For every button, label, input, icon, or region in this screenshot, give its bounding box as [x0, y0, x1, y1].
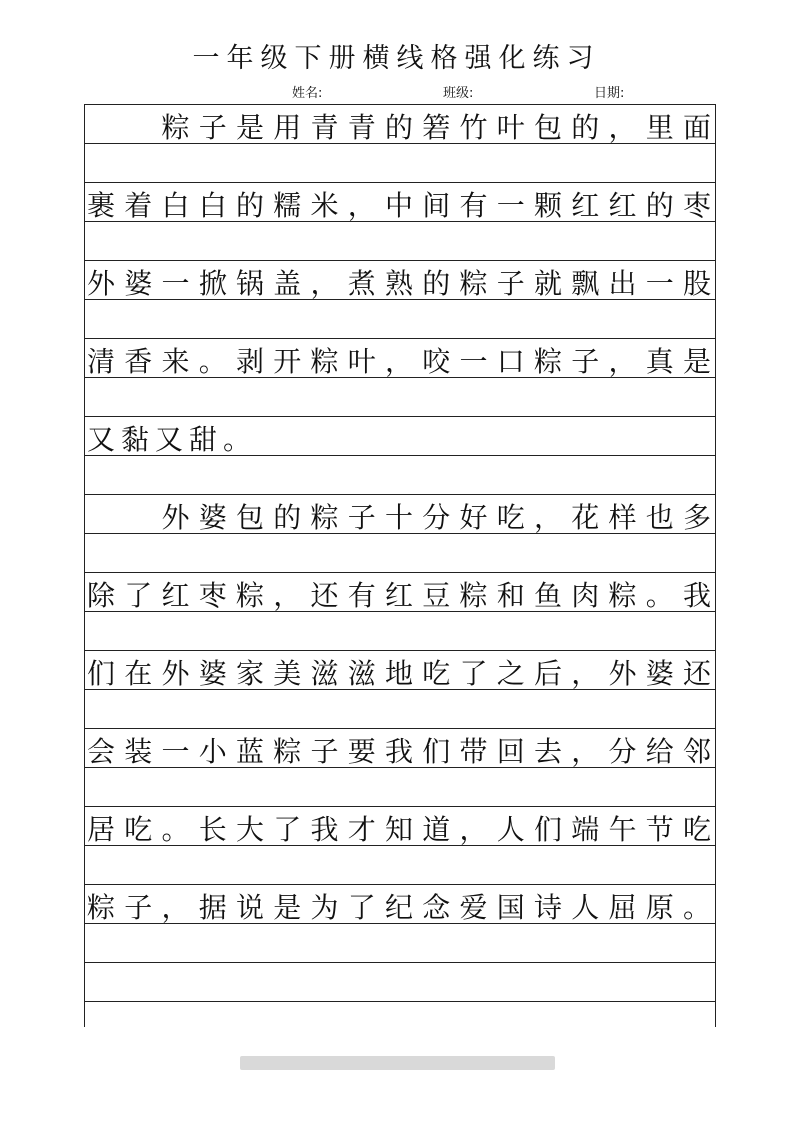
character: 蓝 [235, 735, 264, 768]
character: 。 [222, 423, 251, 456]
rule-line [84, 416, 716, 417]
character: 又 [154, 423, 183, 456]
character: 去 [533, 735, 562, 768]
character: 面 [682, 111, 711, 144]
character: 一 [161, 735, 190, 768]
character: 白 [161, 189, 190, 222]
character: 装 [124, 735, 153, 768]
character: 吃 [422, 657, 451, 690]
character: 知 [384, 813, 413, 846]
character: ， [571, 735, 600, 768]
character: 还 [310, 579, 339, 612]
rule-line [84, 494, 716, 495]
rule-line [84, 104, 716, 105]
character: 的 [273, 501, 302, 534]
character: 是 [273, 891, 302, 924]
character: 外 [608, 657, 637, 690]
character: 白 [198, 189, 227, 222]
character: 了 [273, 813, 302, 846]
character: 给 [645, 735, 674, 768]
character: 粽 [161, 111, 190, 144]
character: 是 [682, 345, 711, 378]
character: 飘 [571, 267, 600, 300]
character: ， [347, 189, 376, 222]
character: 。 [161, 813, 190, 846]
character: 居 [86, 813, 115, 846]
character: 开 [273, 345, 302, 378]
character: ， [608, 111, 637, 144]
text-row [84, 496, 714, 536]
character: 念 [422, 891, 451, 924]
character: 国 [496, 891, 525, 924]
character: 要 [347, 735, 376, 768]
character: 地 [384, 657, 413, 690]
character: 有 [347, 579, 376, 612]
character: 叶 [347, 345, 376, 378]
character: 是 [235, 111, 264, 144]
character: 邻 [682, 735, 711, 768]
text-row [84, 574, 714, 614]
character: 婆 [198, 501, 227, 534]
character: 节 [645, 813, 674, 846]
character: 外 [161, 657, 190, 690]
rule-line [84, 650, 716, 651]
character: 吃 [124, 813, 153, 846]
character: ， [533, 501, 562, 534]
text-row [84, 886, 714, 926]
character: 我 [384, 735, 413, 768]
character: 样 [608, 501, 637, 534]
character: 原 [645, 891, 674, 924]
character: 真 [645, 345, 674, 378]
character: 股 [682, 267, 711, 300]
rule-line [84, 962, 716, 963]
character: 红 [608, 189, 637, 222]
character: 中 [384, 189, 413, 222]
character: 裹 [86, 189, 115, 222]
character: 的 [422, 267, 451, 300]
character: 肉 [571, 579, 600, 612]
character: 包 [533, 111, 562, 144]
text-row [84, 652, 714, 692]
character: ， [608, 345, 637, 378]
class-label: 班级: [443, 86, 474, 101]
character: 青 [310, 111, 339, 144]
character: 外 [86, 267, 115, 300]
character: 的 [645, 189, 674, 222]
character: 包 [235, 501, 264, 534]
rule-line [84, 728, 716, 729]
character: 锅 [235, 267, 264, 300]
character: 的 [384, 111, 413, 144]
character: 里 [645, 111, 674, 144]
rule-line [84, 572, 716, 573]
character: 豆 [422, 579, 451, 612]
character: 黏 [120, 423, 149, 456]
character: 青 [347, 111, 376, 144]
character: 粽 [273, 735, 302, 768]
character: 我 [682, 579, 711, 612]
character: ， [310, 267, 339, 300]
character: 屈 [608, 891, 637, 924]
character: 才 [347, 813, 376, 846]
rule-line [84, 806, 716, 807]
character: 滋 [310, 657, 339, 690]
character: 一 [161, 267, 190, 300]
character: 也 [645, 501, 674, 534]
character: 米 [310, 189, 339, 222]
character: 掀 [198, 267, 227, 300]
character: 子 [124, 891, 153, 924]
text-row [84, 340, 714, 380]
rule-line [84, 1001, 716, 1002]
character: 后 [533, 657, 562, 690]
character: 。 [198, 345, 227, 378]
watermark-bar [240, 1056, 555, 1070]
character: 红 [161, 579, 190, 612]
rule-line [84, 260, 716, 261]
character: 间 [422, 189, 451, 222]
character: 红 [384, 579, 413, 612]
character: 长 [198, 813, 227, 846]
character: 为 [310, 891, 339, 924]
character: 道 [422, 813, 451, 846]
character: 香 [124, 345, 153, 378]
character: 子 [496, 267, 525, 300]
character: 们 [86, 657, 115, 690]
character: 婆 [645, 657, 674, 690]
character: 的 [235, 189, 264, 222]
character: 吃 [682, 813, 711, 846]
character: 出 [608, 267, 637, 300]
character: 在 [124, 657, 153, 690]
character: 多 [682, 501, 711, 534]
character: ， [273, 579, 302, 612]
character: 小 [198, 735, 227, 768]
character: 就 [533, 267, 562, 300]
character: 了 [459, 657, 488, 690]
rule-line [84, 884, 716, 885]
character: 粽 [310, 345, 339, 378]
character: 纪 [384, 891, 413, 924]
character: 和 [496, 579, 525, 612]
character: ， [384, 345, 413, 378]
text-row [84, 262, 714, 302]
character: 熟 [384, 267, 413, 300]
name-label: 姓名: [292, 86, 323, 101]
character: 滋 [347, 657, 376, 690]
character: 诗 [533, 891, 562, 924]
character: 鱼 [533, 579, 562, 612]
character [84, 500, 118, 533]
character: 叶 [496, 111, 525, 144]
page-title: 一年级下册横线格强化练习 [192, 43, 601, 74]
character: 粽 [533, 345, 562, 378]
character: 回 [496, 735, 525, 768]
character: 了 [124, 579, 153, 612]
date-label: 日期: [594, 86, 625, 101]
character: 花 [571, 501, 600, 534]
character: 分 [422, 501, 451, 534]
character: 了 [347, 891, 376, 924]
character: 红 [571, 189, 600, 222]
character: 煮 [347, 267, 376, 300]
character: 之 [496, 657, 525, 690]
character: 子 [310, 735, 339, 768]
text-row [84, 184, 714, 224]
character: 来 [161, 345, 190, 378]
character: 吃 [496, 501, 525, 534]
character: ， [571, 657, 600, 690]
character: 会 [86, 735, 115, 768]
character: 说 [235, 891, 264, 924]
character: 婆 [198, 657, 227, 690]
character: 粽 [608, 579, 637, 612]
text-row [84, 106, 714, 146]
character: 外 [161, 501, 190, 534]
character: 婆 [124, 267, 153, 300]
character: 十 [384, 501, 413, 534]
character: 据 [198, 891, 227, 924]
character: 枣 [198, 579, 227, 612]
character: 口 [496, 345, 525, 378]
character: ， [161, 891, 190, 924]
character: 好 [459, 501, 488, 534]
character: 粽 [459, 267, 488, 300]
character: 人 [571, 891, 600, 924]
character: 美 [273, 657, 302, 690]
character: 们 [422, 735, 451, 768]
rule-line [84, 182, 716, 183]
character: 粽 [459, 579, 488, 612]
character: 一 [496, 189, 525, 222]
text-row [84, 418, 714, 458]
character: 枣 [682, 189, 711, 222]
character: 大 [235, 813, 264, 846]
rule-line [84, 338, 716, 339]
character: 箬 [422, 111, 451, 144]
character: 颗 [533, 189, 562, 222]
character: 用 [273, 111, 302, 144]
character: 端 [571, 813, 600, 846]
character: 。 [682, 891, 711, 924]
character [121, 110, 155, 143]
character [84, 110, 118, 143]
character: 甜 [188, 423, 217, 456]
text-row [84, 730, 714, 770]
character: 又 [86, 423, 115, 456]
character: 有 [459, 189, 488, 222]
text-row [84, 808, 714, 848]
character: 一 [459, 345, 488, 378]
character: 的 [571, 111, 600, 144]
character: 粽 [235, 579, 264, 612]
character: 家 [235, 657, 264, 690]
character: 。 [645, 579, 674, 612]
character: 我 [310, 813, 339, 846]
character: 着 [124, 189, 153, 222]
character: 除 [86, 579, 115, 612]
character: 剥 [235, 345, 264, 378]
character: 分 [608, 735, 637, 768]
character: 们 [533, 813, 562, 846]
character: 竹 [459, 111, 488, 144]
character: 子 [198, 111, 227, 144]
character: 一 [645, 267, 674, 300]
character: 糯 [273, 189, 302, 222]
character [121, 500, 155, 533]
character: 人 [496, 813, 525, 846]
character: 咬 [422, 345, 451, 378]
character: 盖 [273, 267, 302, 300]
character: 带 [459, 735, 488, 768]
character: 爱 [459, 891, 488, 924]
character: 子 [571, 345, 600, 378]
character: 粽 [310, 501, 339, 534]
character: 午 [608, 813, 637, 846]
character: 粽 [86, 891, 115, 924]
character: ， [459, 813, 488, 846]
character: 清 [86, 345, 115, 378]
character: 还 [682, 657, 711, 690]
character: 子 [347, 501, 376, 534]
